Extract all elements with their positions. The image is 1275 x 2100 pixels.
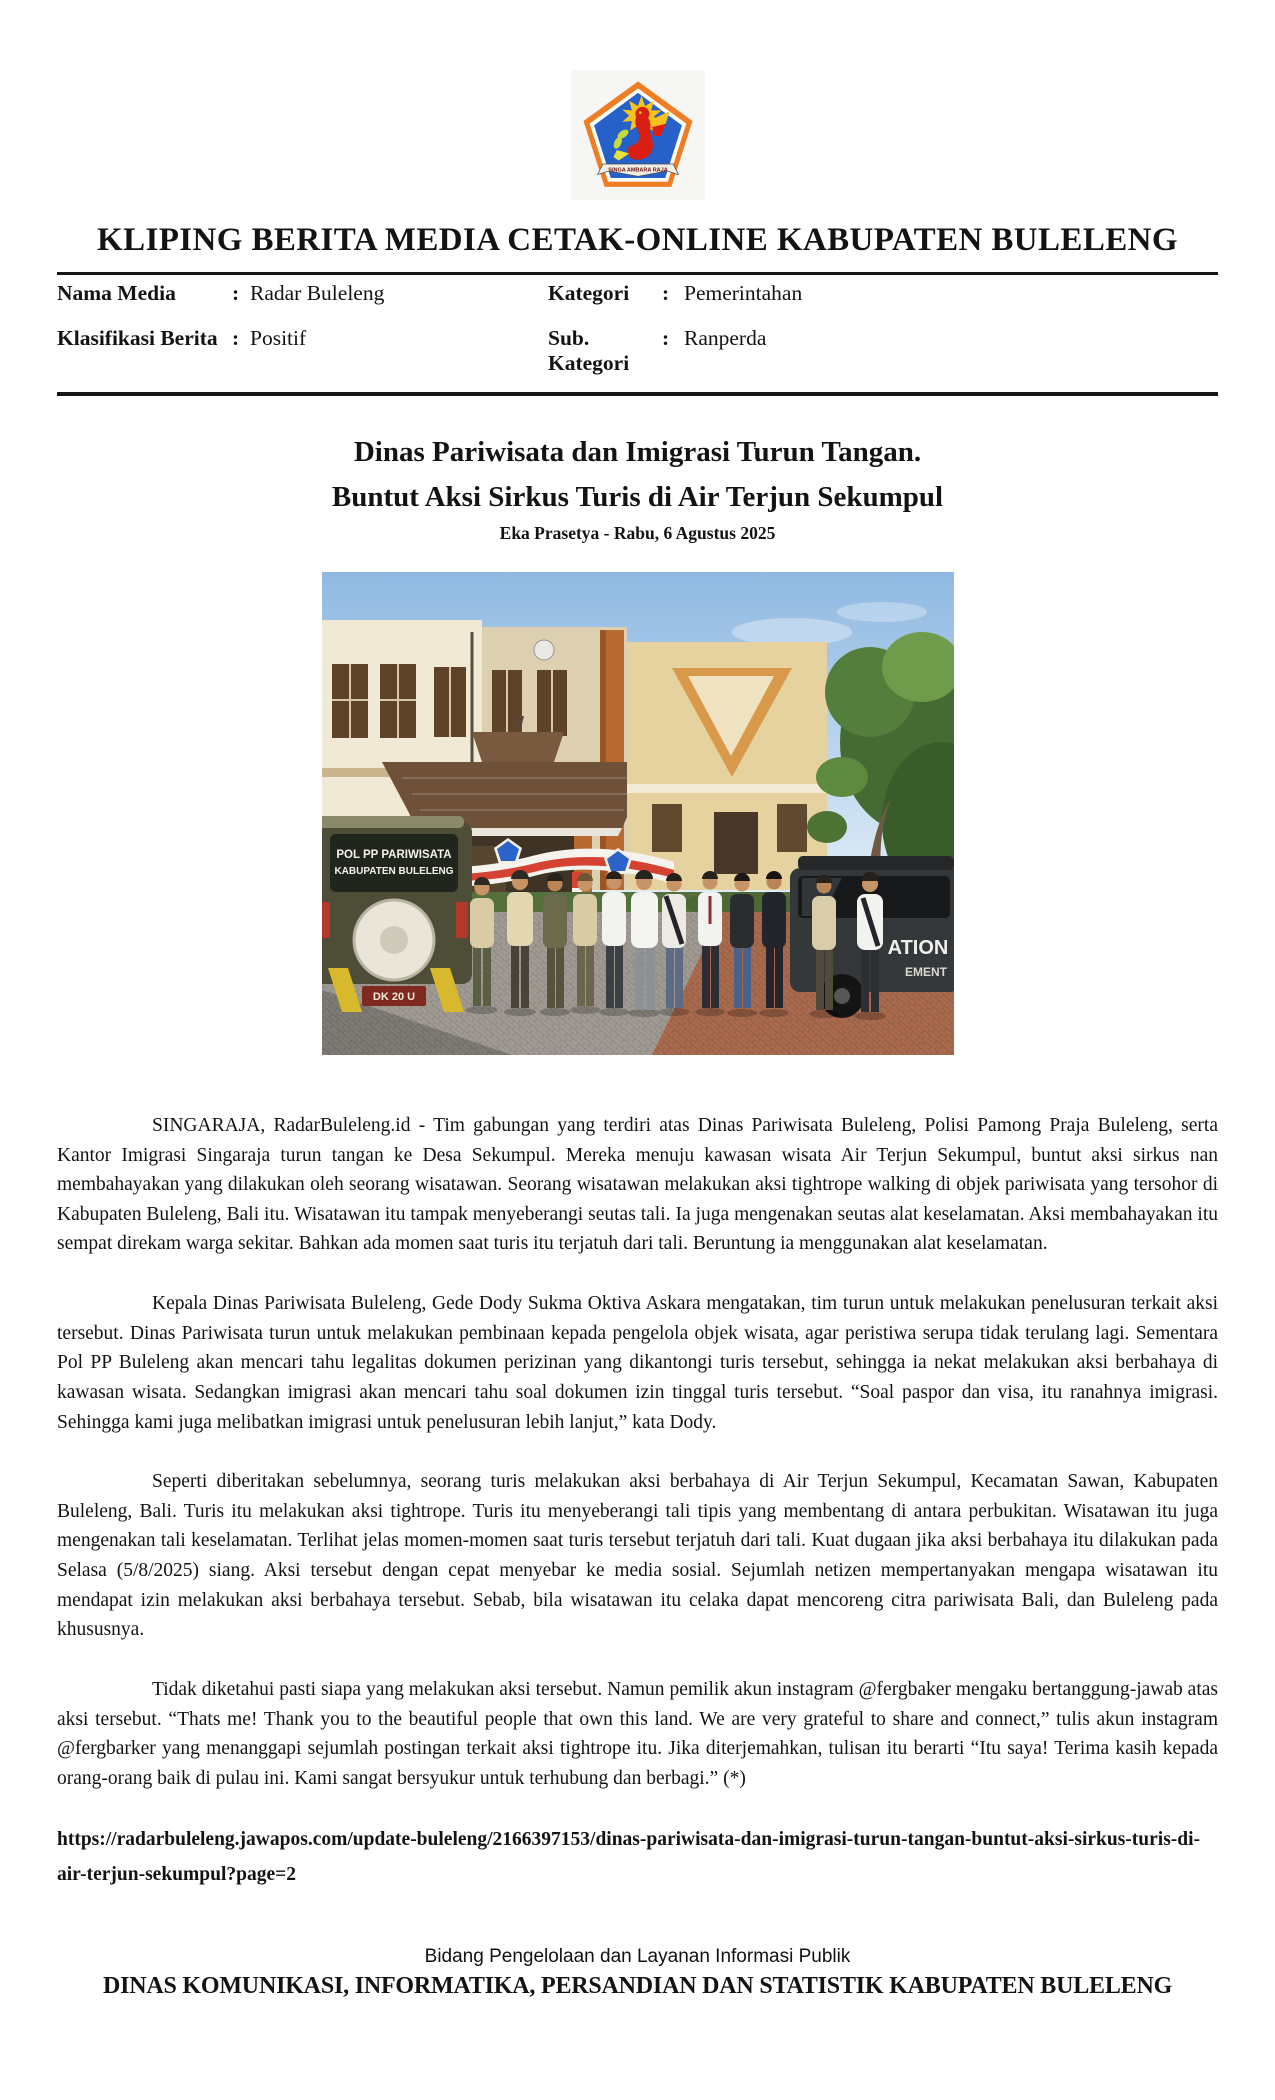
meta-value-sub-kategori: Ranperda <box>684 326 767 350</box>
article-title-line1: Dinas Pariwisata dan Imigrasi Turun Tangan. <box>353 436 922 468</box>
meta-row-2 <box>57 326 1218 375</box>
vehicle-left-text-line2: KABUPATEN BULELENG <box>333 865 454 877</box>
meta-colon: : <box>662 281 670 305</box>
article-body <box>57 1111 1218 1794</box>
divider-meta-bottom <box>57 392 1218 396</box>
meta-label-kategori: Kategori <box>548 281 630 305</box>
meta-value-kategori: Pemerintahan <box>684 281 803 305</box>
page-title: KLIPING BERITA MEDIA CETAK-ONLINE KABUPATEN BULELENG <box>97 222 1178 258</box>
meta-label-nama-media: Nama Media <box>57 281 176 305</box>
vehicle-left-plate: DK 20 U <box>372 990 415 1003</box>
meta-row-1 <box>57 281 1218 326</box>
article-paragraph-2: Kepala Dinas Pariwisata Buleleng, Gede Dody Sukma Oktiva Askara mengatakan, tim turun untuk melakukan penelusuran terkait aksi tersebut. Dinas Pariwisata turun untuk melakukan pembinaan kepada pengelola objek wisata, agar peristiwa serupa tidak terulang lagi. Sementara Pol PP Buleleng akan mencari tahu legalitas dokumen perizinan yang dikantongi turis tersebut, sehingga ia nekat melakukan aksi berbahaya di kawasan wisata. Sedangkan imigrasi akan mencari tahu soal dokumen izin tinggal turis tersebut. “Soal paspor dan visa, itu ranahnya imigrasi. Sehingga kami juga melibatkan imigrasi untuk penelusuran lebih lanjut,” kata Dody. <box>57 1293 1218 1433</box>
meta-label-klasifikasi: Klasifikasi Berita <box>57 326 218 350</box>
meta-value-nama-media: Radar Buleleng <box>250 281 385 305</box>
article-paragraph-1: SINGARAJA, RadarBuleleng.id - Tim gabungan yang terdiri atas Dinas Pariwisata Buleleng, Polisi Pamong Praja Buleleng, serta Kantor Imigrasi Singaraja turun tangan ke Desa Sekumpul. Mereka menuju kawasan wisata Air Terjun Sekumpul, buntut aksi sirkus nan membahayakan yang dilakukan oleh seorang wisatawan. Seorang wisatawan melakukan aksi tightrope walking di objek pariwisata yang tersohor di Kabupaten Buleleng, Bali itu. Wisatawan itu tampak menyeberangi seutas tali. Ia juga mengenakan seutas alat keselamatan. Aksi membahayakan itu sempat direkam warga sekitar. Bahkan ada momen saat turis itu terjatuh dari tali. Beruntung ia menggunakan alat keselamatan. <box>57 1114 1218 1255</box>
pol-pp-vehicle <box>322 816 472 1012</box>
vehicle-right-text2: EMENT <box>904 964 947 979</box>
meta-colon: : <box>232 281 240 305</box>
meta-label-sub-kategori: Sub. Kategori <box>548 326 630 375</box>
meta-colon: : <box>662 326 670 350</box>
logo-banner-text: SINGA AMBARA RAJA <box>607 167 668 174</box>
article-paragraph-3: Seperti diberitakan sebelumnya, seorang turis melakukan aksi berbahaya di Air Terjun Sekumpul, Kecamatan Sawan, Kabupaten Buleleng, Bali. Turis itu melakukan aksi tightrope. Turis itu menyeberangi tali tipis yang membentang di antara perbukitan. Wisatawan itu juga mengenakan tali keselamatan. Terlihat jelas momen-momen saat turis tersebut terjatuh dari tali. Kuat dugaan jika aksi berbahaya itu dilakukan pada Selasa (5/8/2025) siang. Aksi tersebut dengan cepat menyebar ke media sosial. Sejumlah netizen mempertanyakan mengapa wisatawan itu mendapat izin melakukan aksi berbahaya tersebut. Sebab, bila wisatawan itu celaka dapat mencoreng citra pariwisata Bali, dan Buleleng pada khususnya. <box>57 1471 1218 1641</box>
meta-value-klasifikasi: Positif <box>250 326 307 350</box>
buleleng-regency-logo <box>571 70 705 200</box>
source-url[interactable]: https://radarbuleleng.jawapos.com/update-buleleng/2166397153/dinas-pariwisata-dan-imigrasi-turun-tangan-buntut-aksi-sirkus-turis-di-air-terjun-sekumpul?page=2 <box>57 1829 1201 1885</box>
footer-agency: DINAS KOMUNIKASI, INFORMATIKA, PERSANDIAN DAN STATISTIK KABUPATEN BULELENG <box>102 1973 1173 1999</box>
page-footer <box>0 1946 1275 2000</box>
singa-ambara-raja-pentagon-icon <box>580 76 696 194</box>
meta-colon: : <box>232 326 240 350</box>
article-paragraph-4: Tidak diketahui pasti siapa yang melakukan aksi tersebut. Namun pemilik akun instagram @fergbaker mengaku bertanggung-jawab atas aksi tersebut. “Thats me! Thank you to the beautiful people that own this land. We are very grateful to share and connect,” tulis akun instagram @fergbarker yang menanggapi sejumlah postingan terkait aksi tightrope itu. Jika diterjemahkan, tulisan itu berarti “Itu saya! Terima kasih kepada orang-orang baik di pulau ini. Kami sangat bersyukur untuk terhubung dan berbagi.” (*) <box>57 1678 1218 1789</box>
meta-table <box>57 275 1218 379</box>
article-byline: Eka Prasetya - Rabu, 6 Agustus 2025 <box>499 522 776 543</box>
article-header <box>0 430 1275 544</box>
vehicle-right-text1: ATION <box>887 936 948 959</box>
footer-division: Bidang Pengelolaan dan Layanan Informasi Publik <box>424 1946 851 1967</box>
vehicle-left-text-line1: POL PP PARIWISATA <box>335 848 452 861</box>
logo-area <box>0 0 1275 200</box>
news-photo <box>322 572 954 1055</box>
article-title-line2: Buntut Aksi Sirkus Turis di Air Terjun Sekumpul <box>331 480 944 513</box>
